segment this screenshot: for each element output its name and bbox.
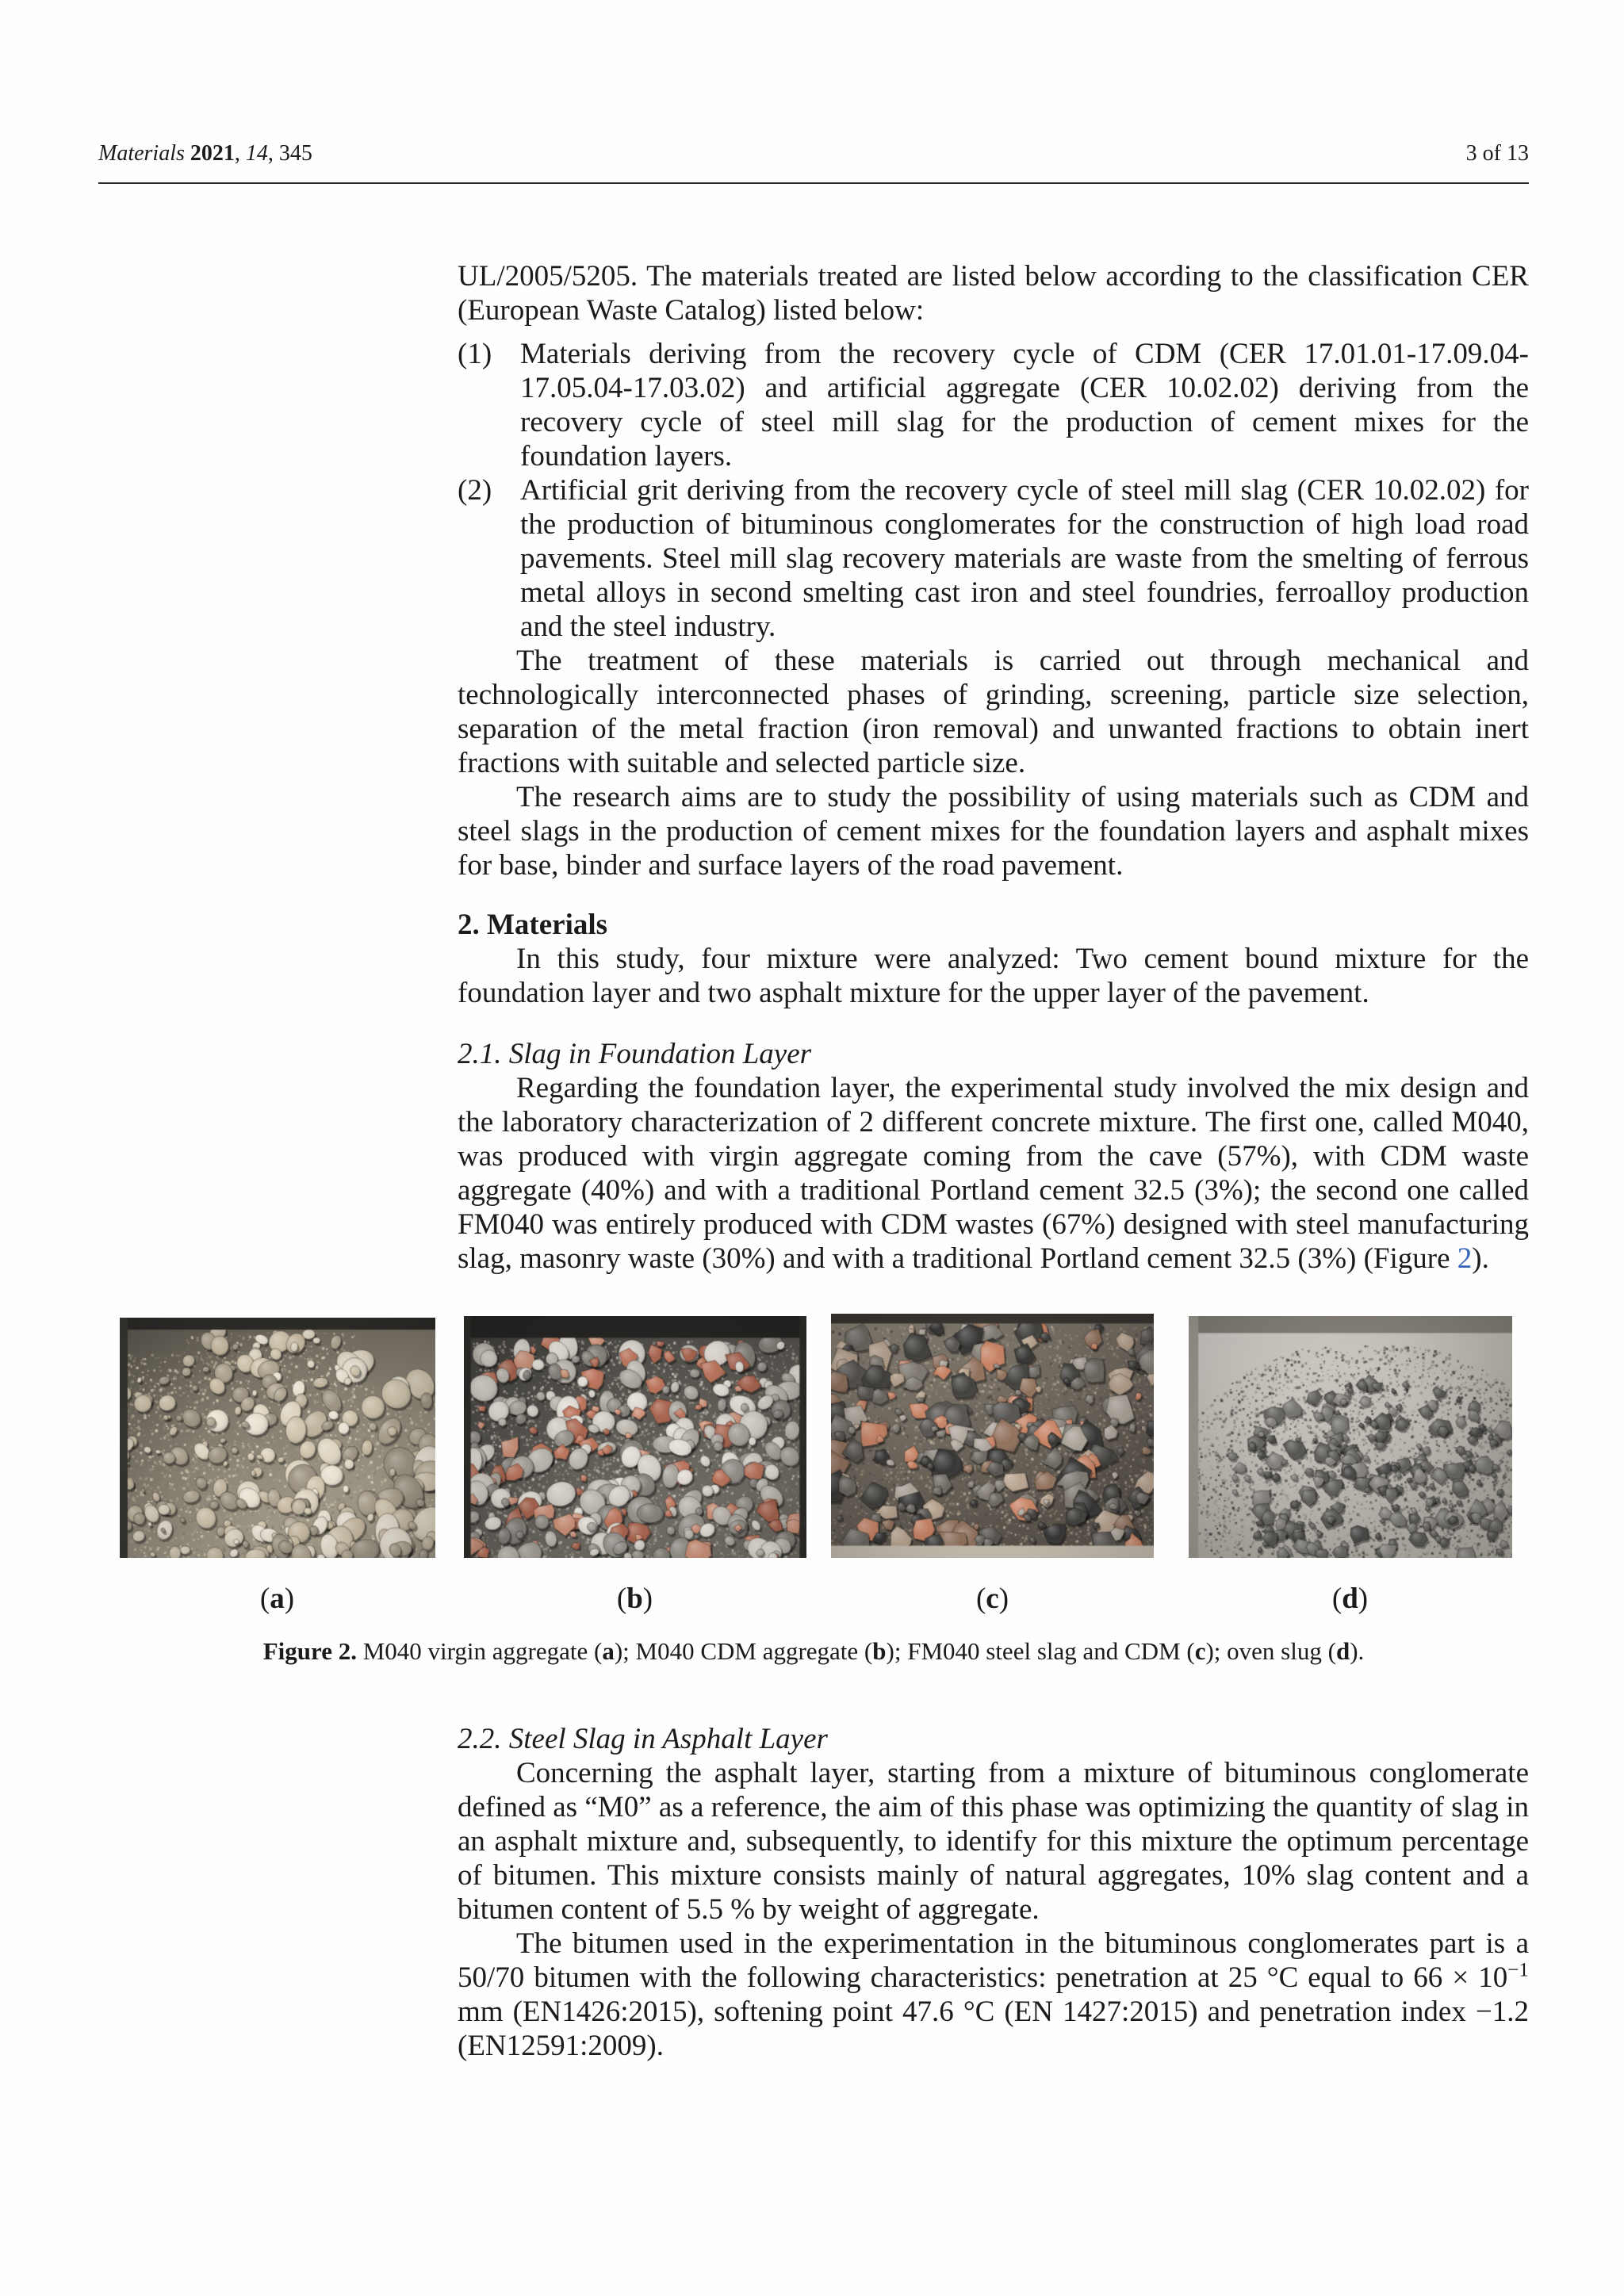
figure-2 [98, 1314, 1529, 1666]
running-header [98, 140, 1529, 168]
text-run: M040 virgin aggregate ( [356, 1637, 603, 1665]
text-run: ( [616, 1582, 627, 1615]
text-run: 2021 [184, 141, 235, 166]
figure-2b-panel [456, 1316, 814, 1616]
text-run: ( [1331, 1582, 1342, 1615]
paragraph-materials: In this study, four mixture were analyzed: Two cement bound mixture for the foundation layer and two asphalt mixture for the upper layer of the pavement. [458, 943, 1529, 1009]
text-run: , 345 [267, 141, 312, 166]
text-run: ); FM040 steel slag and CDM ( [886, 1637, 1195, 1665]
figure-2a-photo [120, 1318, 435, 1558]
figure-reference-link[interactable]: 2 [1457, 1242, 1473, 1275]
journal-citation [98, 140, 312, 168]
paragraph-bitumen [458, 1927, 1529, 2063]
text-run: d [1335, 1637, 1350, 1665]
figure-2a-panel [98, 1318, 456, 1616]
figure-2d-label [1332, 1582, 1368, 1616]
text-run: ). [1472, 1242, 1489, 1275]
paragraph-foundation [458, 1071, 1529, 1276]
text-run: a [602, 1637, 615, 1665]
text-run: , [234, 141, 246, 166]
text-run: c [986, 1582, 999, 1615]
text-run: ) [284, 1582, 295, 1615]
figure-2d-photo [1189, 1316, 1512, 1558]
text-run: ( [975, 1582, 986, 1615]
text-run: −1 [1507, 1959, 1529, 1981]
figure-2b-label [617, 1582, 653, 1616]
figure-2d-panel [1171, 1316, 1529, 1616]
text-run: c [1194, 1637, 1206, 1665]
text-run: mm (EN1426:2015), softening point 47.6 °C (EN 1427:2015) and penetration index −1.2 (EN12591:2009). [458, 1996, 1529, 2062]
list-marker: (2) [458, 474, 492, 507]
text-run: ); M040 CDM aggregate ( [614, 1637, 873, 1665]
list-item-text: Materials deriving from the recovery cycle of CDM (CER 17.01.01-17.09.04-17.05.04-17.03.02) and artificial aggregate (CER 10.02.02) deriving from the recovery cycle of steel mill slag for the production of cement mixes for the foundation layers. [520, 338, 1529, 473]
section-heading-materials: 2. Materials [458, 909, 608, 941]
text-run: Figure 2. [262, 1637, 357, 1665]
list-marker: (1) [458, 338, 492, 370]
list-item [458, 473, 1529, 644]
header-divider [98, 182, 1529, 184]
figure-2c-photo [831, 1314, 1154, 1558]
waste-material-list [458, 337, 1529, 644]
list-item-text: Artificial grit deriving from the recovery cycle of steel mill slag (CER 10.02.02) for the production of bituminous conglomerates for the construction of high load road pavements. Steel mill slag recovery materials are waste from the smelting of ferrous metal alloys in second smelting cast iron and steel foundries, ferroalloy production and the steel industry. [520, 474, 1529, 643]
text-run: The bitumen used in the experimentation in the bituminous conglomerates part is a 50/70 bitumen with the following characteristics: penetration at 25 °C equal to 66 × 10 [458, 1927, 1529, 1994]
text-run: d [1342, 1582, 1358, 1615]
text-run: b [626, 1582, 643, 1615]
paragraph-asphalt-reference: Concerning the asphalt layer, starting from a mixture of bituminous conglomerate defined as “M0” as a reference, the aim of this phase was optimizing the quantity of slag in an asphalt mixture and, subsequently, to identify for this mixture the optimum percentage of bitumen. This mixture consists mainly of natural aggregates, 10% slag content and a bitumen content of 5.5 % by weight of aggregate. [458, 1757, 1529, 1926]
text-run: Regarding the foundation layer, the experimental study involved the mix design and the laboratory characterization of 2 different concrete mixture. The first one, called M040, was produced with virgin aggregate coming from the cave (57%), with CDM waste aggregate (40%) and with a traditional Portland cement 32.5 (3%); the second one called FM040 was entirely produced with CDM wastes (67%) designed with steel manufacturing slag, masonry waste (30%) and with a traditional Portland cement 32.5 (3%) (Figure [458, 1072, 1529, 1275]
figure-2c-panel [814, 1314, 1171, 1616]
list-item [458, 337, 1529, 473]
text-run: ). [1350, 1637, 1365, 1665]
figure-2b-photo [464, 1316, 806, 1558]
text-run: 14 [245, 141, 268, 166]
text-run: ) [642, 1582, 653, 1615]
text-run: a [270, 1582, 285, 1615]
figure-2a-label [260, 1582, 294, 1616]
text-run: ) [1358, 1582, 1369, 1615]
page-number: 3 of 13 [1465, 141, 1529, 166]
paragraph-research-aims: The research aims are to study the possibility of using materials such as CDM and steel slags in the production of cement mixes for the foundation layers and asphalt mixes for base, binder and surface layers of the road pavement. [458, 781, 1529, 882]
text-run: b [872, 1637, 887, 1665]
text-run: ); oven slug ( [1205, 1637, 1336, 1665]
subsection-heading-asphalt: 2.2. Steel Slag in Asphalt Layer [458, 1723, 828, 1755]
subsection-heading-foundation: 2.1. Slag in Foundation Layer [458, 1038, 812, 1070]
paragraph-treatment: The treatment of these materials is carried out through mechanical and technologically interconnected phases of grinding, screening, particle size selection, separation of the metal fraction (iron removal) and unwanted fractions to obtain inert fractions with suitable and selected particle size. [458, 645, 1529, 779]
figure-2-panels [98, 1314, 1529, 1616]
text-run: ) [998, 1582, 1009, 1615]
main-text-column [259, 259, 1529, 2063]
figure-caption [98, 1636, 1529, 1666]
text-run: ( [259, 1582, 270, 1615]
text-run: Materials [98, 141, 185, 166]
paragraph-intro-continuation: UL/2005/5205. The materials treated are listed below according to the classification CER (European Waste Catalog) listed below: [458, 260, 1529, 327]
figure-2c-label [976, 1582, 1009, 1616]
